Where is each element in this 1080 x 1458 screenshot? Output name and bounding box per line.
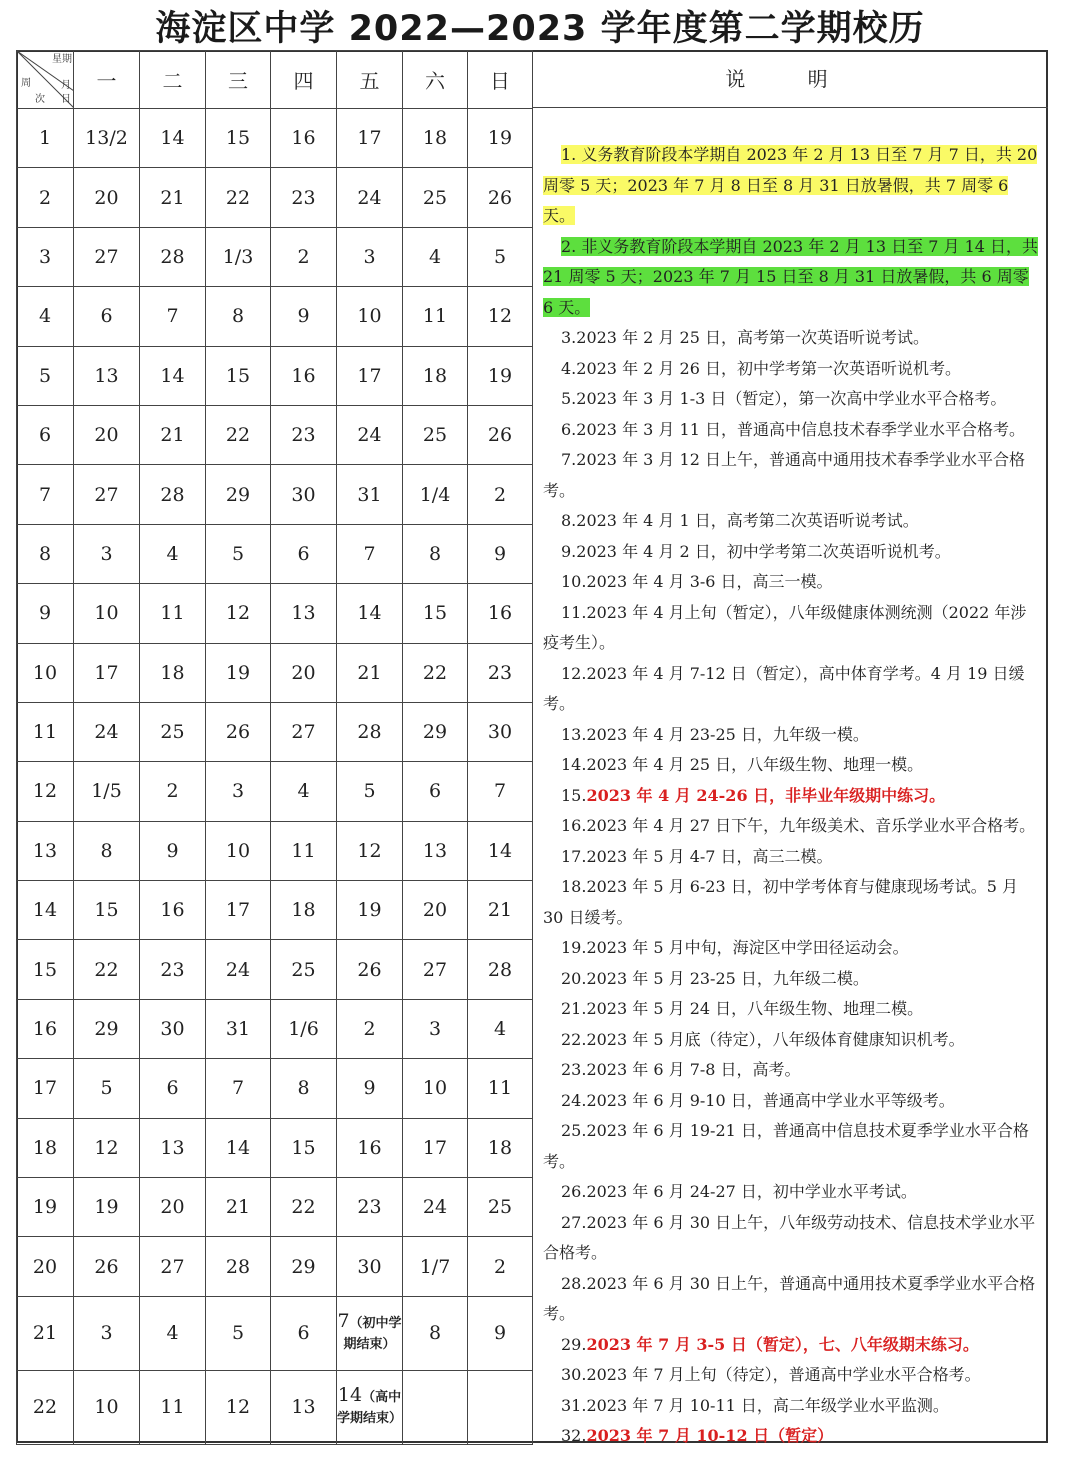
day-cell: 5 [74, 1059, 140, 1118]
day-cell: 15 [403, 584, 468, 643]
notes-list [543, 140, 1040, 1452]
day-cell: 8 [403, 524, 468, 583]
week-number: 1 [17, 109, 74, 168]
day-cell: 29 [403, 702, 468, 761]
day-cell: 28 [468, 940, 533, 999]
day-cell: 10 [74, 1370, 140, 1444]
corner-ri: 日 [61, 94, 71, 105]
week-row-12 [17, 762, 533, 821]
week-row-15 [17, 940, 533, 999]
day-cell: 12 [74, 1118, 140, 1177]
note-1-text: 1. 义务教育阶段本学期自 2023 年 2 月 13 日至 7 月 7 日，共 20 周零 5 天；2023 年 7 月 8 日至 8 月 31 日放暑假，共 7 周零 6 天。 [543, 145, 1038, 225]
calendar-table [16, 50, 533, 1445]
day-cell: 23 [337, 1178, 403, 1237]
week-row-13 [17, 821, 533, 880]
day-cell: 31 [337, 465, 403, 524]
day-cell: 22 [403, 643, 468, 702]
day-cell: 9 [468, 1296, 533, 1370]
day-cell: 29 [271, 1237, 337, 1296]
day-cell: 26 [74, 1237, 140, 1296]
day-cell: 27 [74, 227, 140, 286]
note-15-highlight: 2023 年 4 月 24-26 日，非毕业年级期中练习。 [586, 785, 946, 805]
weekday-thu: 四 [271, 51, 337, 109]
note-3: 3.2023 年 2 月 25 日，高考第一次英语听说考试。 [561, 328, 929, 347]
day-cell: 18 [271, 881, 337, 940]
day-cell: 16 [140, 881, 206, 940]
day-cell: 5 [468, 227, 533, 286]
note-32-highlight: 2023 年 7 月 10-12 日（暂定） [586, 1426, 834, 1445]
day-cell: 20 [140, 1178, 206, 1237]
weekday-mon: 一 [74, 51, 140, 109]
note-14: 14.2023 年 4 月 25 日，八年级生物、地理一模。 [561, 755, 924, 774]
day-cell: 28 [206, 1237, 271, 1296]
day-cell: 15 [74, 881, 140, 940]
day-cell: 8 [206, 287, 271, 346]
week-number: 20 [17, 1237, 74, 1296]
day-cell: 13 [140, 1118, 206, 1177]
note-25: 25.2023 年 6 月 19-21 日，普通高中信息技术夏季学业水平合格考。 [543, 1121, 1029, 1171]
note-29-highlight: 2023 年 7 月 3-5 日（暂定），七、八年级期末练习。 [586, 1334, 979, 1354]
day-cell: 5 [206, 1296, 271, 1370]
day-cell [403, 1370, 468, 1444]
week-row-4 [17, 287, 533, 346]
week-number: 7 [17, 465, 74, 524]
day-cell: 2 [140, 762, 206, 821]
weekday-sat: 六 [403, 51, 468, 109]
corner-yue: 月 [61, 80, 71, 91]
day-cell: 25 [271, 940, 337, 999]
day-cell-junior-end [337, 1296, 403, 1370]
day-cell: 29 [74, 999, 140, 1058]
day-cell: 25 [140, 702, 206, 761]
day-cell: 12 [468, 287, 533, 346]
note-17: 17.2023 年 5 月 4-7 日，高三二模。 [561, 846, 833, 866]
week-number: 19 [17, 1178, 74, 1237]
day-cell: 21 [468, 881, 533, 940]
day-cell: 15 [206, 346, 271, 405]
note-16: 16.2023 年 4 月 27 日下午，九年级美术、音乐学业水平合格考。 [561, 816, 1036, 835]
day-cell: 9 [337, 1059, 403, 1118]
week-number: 22 [17, 1370, 74, 1444]
week-number: 3 [17, 227, 74, 286]
day-cell: 1/3 [206, 227, 271, 286]
day-cell: 20 [74, 405, 140, 464]
note-4: 4.2023 年 2 月 26 日，初中学考第一次英语听说机考。 [561, 358, 961, 378]
note-7: 7.2023 年 3 月 12 日上午，普通高中通用技术春季学业水平合格考。 [543, 450, 1025, 500]
day-cell: 10 [403, 1059, 468, 1118]
week-rows [17, 109, 533, 1297]
day-cell: 24 [74, 702, 140, 761]
day-cell: 22 [206, 168, 271, 227]
note-13: 13.2023 年 4 月 23-25 日，九年级一模。 [561, 724, 869, 744]
week-row-20 [17, 1237, 533, 1296]
day-cell: 7 [140, 287, 206, 346]
day-cell: 11 [271, 821, 337, 880]
day-cell: 14 [140, 109, 206, 168]
day-cell: 30 [271, 465, 337, 524]
day-cell: 18 [468, 1118, 533, 1177]
note-29 [543, 1330, 1040, 1361]
corner-xingqi: 星期 [52, 54, 72, 65]
note-2 [543, 232, 1040, 324]
day-cell: 17 [337, 346, 403, 405]
day-cell: 3 [206, 762, 271, 821]
day-number: 7 [337, 1310, 350, 1333]
day-cell: 1/5 [74, 762, 140, 821]
day-cell: 21 [140, 405, 206, 464]
day-cell: 16 [271, 346, 337, 405]
week-number: 11 [17, 702, 74, 761]
day-cell: 14 [337, 584, 403, 643]
day-cell: 9 [271, 287, 337, 346]
day-cell: 20 [74, 168, 140, 227]
week-number: 14 [17, 881, 74, 940]
day-cell: 10 [74, 584, 140, 643]
day-cell: 20 [403, 881, 468, 940]
week-row-2 [17, 168, 533, 227]
page-title: 海淀区中学 2022—2023 学年度第二学期校历 [155, 9, 925, 49]
day-cell: 26 [468, 405, 533, 464]
corner-cell [17, 51, 74, 109]
week-number: 16 [17, 999, 74, 1058]
day-cell: 19 [74, 1178, 140, 1237]
day-cell: 19 [337, 881, 403, 940]
day-cell: 24 [403, 1178, 468, 1237]
day-cell: 6 [74, 287, 140, 346]
day-cell: 28 [140, 465, 206, 524]
corner-zhou: 周 [21, 78, 31, 89]
weekday-fri: 五 [337, 51, 403, 109]
day-cell: 27 [271, 702, 337, 761]
week-number: 5 [17, 346, 74, 405]
note-30: 30.2023 年 7 月上旬（待定），普通高中学业水平合格考。 [561, 1365, 981, 1384]
day-cell: 23 [271, 405, 337, 464]
note-5: 5.2023 年 3 月 1-3 日（暂定），第一次高中学业水平合格考。 [561, 389, 1007, 408]
day-cell: 3 [74, 524, 140, 583]
day-cell: 1/4 [403, 465, 468, 524]
description-header: 说 明 [532, 50, 1048, 108]
day-cell: 2 [337, 999, 403, 1058]
week-row-16 [17, 999, 533, 1058]
day-cell: 24 [206, 940, 271, 999]
day-cell: 22 [206, 405, 271, 464]
day-cell: 4 [271, 762, 337, 821]
week-row-6 [17, 405, 533, 464]
day-cell: 6 [403, 762, 468, 821]
day-cell: 24 [337, 405, 403, 464]
day-cell: 16 [337, 1118, 403, 1177]
note-22: 22.2023 年 5 月底（待定），八年级体育健康知识机考。 [561, 1029, 965, 1049]
day-cell: 3 [337, 227, 403, 286]
day-cell: 19 [206, 643, 271, 702]
day-cell: 2 [468, 465, 533, 524]
day-cell: 27 [140, 1237, 206, 1296]
week-number: 12 [17, 762, 74, 821]
day-cell: 11 [403, 287, 468, 346]
day-cell: 16 [271, 109, 337, 168]
note-6: 6.2023 年 3 月 11 日，普通高中信息技术春季学业水平合格考。 [561, 419, 1025, 439]
day-cell: 25 [403, 405, 468, 464]
day-cell: 21 [206, 1178, 271, 1237]
day-cell: 25 [403, 168, 468, 227]
week-number: 15 [17, 940, 74, 999]
day-cell: 16 [468, 584, 533, 643]
day-cell [468, 1370, 533, 1444]
note-18: 18.2023 年 5 月 6-23 日，初中学考体育与健康现场考试。5 月 30 日缓考。 [543, 877, 1018, 927]
note-15 [543, 781, 1040, 812]
day-cell: 23 [140, 940, 206, 999]
note-1 [543, 140, 1040, 232]
day-cell: 4 [468, 999, 533, 1058]
day-cell: 11 [140, 1370, 206, 1444]
week-row-9 [17, 584, 533, 643]
day-cell: 21 [337, 643, 403, 702]
day-cell: 13 [271, 584, 337, 643]
week-number: 4 [17, 287, 74, 346]
note-29-number: 29. [561, 1334, 587, 1354]
day-cell: 22 [271, 1178, 337, 1237]
day-cell: 23 [271, 168, 337, 227]
day-cell: 13 [403, 821, 468, 880]
day-cell: 4 [140, 524, 206, 583]
day-cell: 23 [468, 643, 533, 702]
day-cell: 18 [403, 346, 468, 405]
day-cell: 17 [206, 881, 271, 940]
day-cell: 7 [337, 524, 403, 583]
day-cell: 21 [140, 168, 206, 227]
day-number: 14 [337, 1384, 363, 1407]
day-cell: 17 [337, 109, 403, 168]
note-24: 24.2023 年 6 月 9-10 日，普通高中学业水平等级考。 [561, 1090, 955, 1110]
note-21: 21.2023 年 5 月 24 日，八年级生物、地理二模。 [561, 999, 924, 1018]
note-15-number: 15. [561, 785, 587, 805]
day-cell: 30 [337, 1237, 403, 1296]
day-cell: 15 [271, 1118, 337, 1177]
day-cell: 5 [337, 762, 403, 821]
day-cell: 30 [140, 999, 206, 1058]
week-number: 13 [17, 821, 74, 880]
day-cell: 18 [140, 643, 206, 702]
day-cell: 14 [468, 821, 533, 880]
note-2-text: 2. 非义务教育阶段本学期自 2023 年 2 月 13 日至 7 月 14 日，共 21 周零 5 天；2023 年 7 月 15 日至 8 月 31 日放暑假，共 6 周零 6 天。 [543, 236, 1039, 317]
week-number: 10 [17, 643, 74, 702]
day-cell: 11 [140, 584, 206, 643]
note-26: 26.2023 年 6 月 24-27 日，初中学业水平考试。 [561, 1182, 917, 1201]
day-cell: 28 [337, 702, 403, 761]
week-row-18 [17, 1118, 533, 1177]
day-cell: 4 [403, 227, 468, 286]
week-number: 18 [17, 1118, 74, 1177]
day-cell-senior-end [337, 1370, 403, 1444]
day-cell: 8 [74, 821, 140, 880]
weekday-wed: 三 [206, 51, 271, 109]
week-row-21 [17, 1296, 533, 1370]
day-cell: 24 [337, 168, 403, 227]
senior-term-end-note: （高中学期结束） [337, 1390, 403, 1427]
day-cell: 13 [74, 346, 140, 405]
day-cell: 27 [74, 465, 140, 524]
day-cell: 11 [468, 1059, 533, 1118]
note-11: 11.2023 年 4 月上旬（暂定），八年级健康体测统测（2022 年涉疫考生）。 [543, 602, 1027, 652]
day-cell: 30 [468, 702, 533, 761]
day-cell: 2 [271, 227, 337, 286]
day-cell: 15 [206, 109, 271, 168]
day-cell: 7 [206, 1059, 271, 1118]
day-cell: 27 [403, 940, 468, 999]
note-9: 9.2023 年 4 月 2 日，初中学考第二次英语听说机考。 [561, 541, 951, 561]
note-19: 19.2023 年 5 月中旬，海淀区中学田径运动会。 [561, 938, 909, 957]
note-28: 28.2023 年 6 月 30 日上午，普通高中通用技术夏季学业水平合格考。 [543, 1273, 1036, 1323]
day-cell: 8 [271, 1059, 337, 1118]
week-row-3 [17, 227, 533, 286]
note-32 [543, 1421, 1040, 1452]
day-cell: 12 [337, 821, 403, 880]
day-cell: 25 [468, 1178, 533, 1237]
header-row [17, 51, 533, 109]
day-cell: 4 [140, 1296, 206, 1370]
week-row-1 [17, 109, 533, 168]
note-10: 10.2023 年 4 月 3-6 日，高三一模。 [561, 572, 833, 591]
week-row-5 [17, 346, 533, 405]
week-number: 8 [17, 524, 74, 583]
day-cell: 20 [271, 643, 337, 702]
week-row-10 [17, 643, 533, 702]
week-number: 6 [17, 405, 74, 464]
day-cell: 26 [337, 940, 403, 999]
week-row-7 [17, 465, 533, 524]
note-12: 12.2023 年 4 月 7-12 日（暂定），高中体育学考。4 月 19 日缓考。 [543, 663, 1025, 713]
day-cell: 1/7 [403, 1237, 468, 1296]
note-20: 20.2023 年 5 月 23-25 日，九年级二模。 [561, 968, 869, 988]
day-cell: 26 [468, 168, 533, 227]
week-row-17 [17, 1059, 533, 1118]
day-cell: 29 [206, 465, 271, 524]
day-cell: 19 [468, 346, 533, 405]
day-cell: 9 [468, 524, 533, 583]
day-cell: 12 [206, 1370, 271, 1444]
note-31: 31.2023 年 7 月 10-11 日，高二年级学业水平监测。 [561, 1395, 949, 1415]
day-cell: 28 [140, 227, 206, 286]
day-cell: 2 [468, 1237, 533, 1296]
week-row-11 [17, 702, 533, 761]
day-cell: 6 [271, 1296, 337, 1370]
day-cell: 13 [271, 1370, 337, 1444]
day-cell: 14 [206, 1118, 271, 1177]
week-number: 21 [17, 1296, 74, 1370]
note-23: 23.2023 年 6 月 7-8 日，高考。 [561, 1060, 801, 1079]
weekday-sun: 日 [468, 51, 533, 109]
week-number: 9 [17, 584, 74, 643]
day-cell: 10 [337, 287, 403, 346]
week-row-22 [17, 1370, 533, 1444]
note-32-number: 32. [561, 1426, 587, 1445]
day-cell: 8 [403, 1296, 468, 1370]
note-8: 8.2023 年 4 月 1 日，高考第二次英语听说考试。 [561, 511, 919, 530]
junior-term-end-note: （初中学期结束） [343, 1316, 402, 1353]
day-cell: 17 [403, 1118, 468, 1177]
day-cell: 3 [403, 999, 468, 1058]
day-cell: 14 [140, 346, 206, 405]
corner-ci: 次 [35, 94, 45, 105]
day-cell: 18 [403, 109, 468, 168]
day-cell: 31 [206, 999, 271, 1058]
day-cell: 3 [74, 1296, 140, 1370]
day-cell: 7 [468, 762, 533, 821]
day-cell: 10 [206, 821, 271, 880]
week-number: 2 [17, 168, 74, 227]
day-cell: 9 [140, 821, 206, 880]
day-cell: 6 [140, 1059, 206, 1118]
day-cell: 5 [206, 524, 271, 583]
day-cell: 19 [468, 109, 533, 168]
note-27: 27.2023 年 6 月 30 日上午，八年级劳动技术、信息技术学业水平合格考。 [543, 1212, 1036, 1262]
week-row-19 [17, 1178, 533, 1237]
week-number: 17 [17, 1059, 74, 1118]
day-cell: 17 [74, 643, 140, 702]
day-cell: 6 [271, 524, 337, 583]
day-cell: 22 [74, 940, 140, 999]
day-cell: 26 [206, 702, 271, 761]
week-row-14 [17, 881, 533, 940]
day-cell: 13/2 [74, 109, 140, 168]
weekday-tue: 二 [140, 51, 206, 109]
day-cell: 1/6 [271, 999, 337, 1058]
week-row-8 [17, 524, 533, 583]
day-cell: 12 [206, 584, 271, 643]
